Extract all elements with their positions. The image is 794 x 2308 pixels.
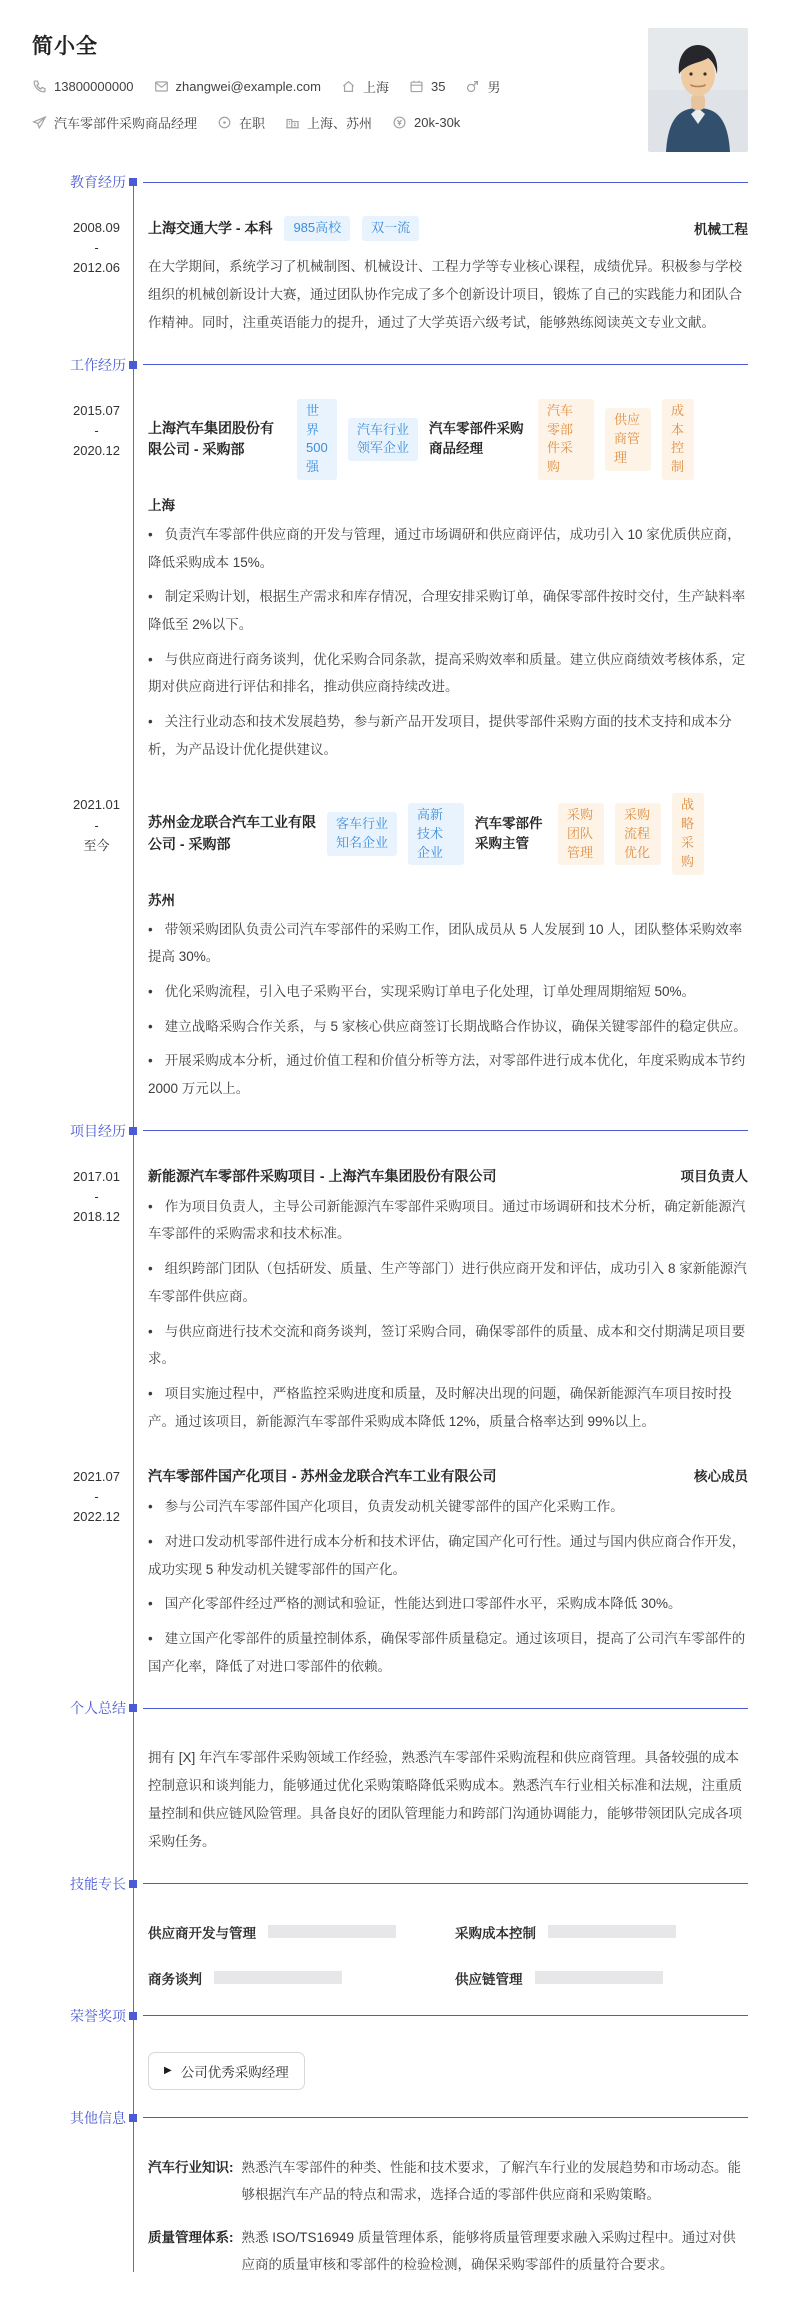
skill-bar — [548, 1925, 676, 1938]
bullet-item: • 制定采购计划，根据生产需求和库存情况，合理安排采购订单，确保零部件按时交付，生产缺料率降低至 2%以下。 — [148, 583, 748, 638]
project-entry — [70, 1145, 748, 1435]
section-other-header — [70, 2108, 748, 2128]
info-item — [148, 2224, 748, 2278]
section-projects-header — [70, 1121, 748, 1141]
salary-item — [392, 115, 460, 130]
skill-tag: 采购团队管理 — [558, 803, 604, 866]
bullet-item: • 开展采购成本分析，通过价值工程和价值分析等方法，对零部件进行成本优化，年度采购成本节约 2000 万元以上。 — [148, 1047, 748, 1102]
skill-tag: 供应商管理 — [605, 408, 651, 471]
project-bullets — [148, 1493, 748, 1680]
timeline-dot — [129, 1704, 137, 1712]
section-title: 教育经历 — [70, 174, 126, 190]
project-title-row — [148, 1465, 748, 1486]
section-rule — [143, 364, 748, 365]
work-title-row — [148, 399, 748, 480]
company-name: 苏州金龙联合汽车工业有限公司 - 采购部 — [148, 814, 316, 853]
city-icon — [285, 115, 300, 130]
salary-icon — [392, 115, 407, 130]
bullet-item: • 与供应商进行商务谈判，优化采购合同条款，提高采购效率和质量。建立供应商绩效考核体系，定期对供应商进行评估和排名，推动供应商持续改进。 — [148, 646, 748, 701]
work-city: 上海 — [148, 498, 175, 514]
bullet-item: • 负责汽车零部件供应商的开发与管理，通过市场调研和供应商评估，成功引入 10 家优质供应商，降低采购成本 15%。 — [148, 521, 748, 576]
bullet-item: • 国产化零部件经过严格的测试和验证，性能达到进口零部件水平，采购成本降低 30%。 — [148, 1590, 748, 1618]
honor-label: 公司优秀采购经理 — [180, 2064, 289, 2080]
section-honors-header — [70, 2006, 748, 2026]
gender-icon — [465, 79, 480, 94]
location-item — [341, 77, 389, 96]
section-skills — [70, 1874, 748, 2006]
summary-text: 拥有 [X] 年汽车零部件采购领域工作经验，熟悉汽车零部件采购流程和供应商管理。具备较强的成本控制意识和谈判能力，能够通过优化采购策略降低采购成本。熟悉汽车行业相关标准和法规，注重质量控制和供应链风险管理。具备良好的团队管理能力和跨部门沟通协调能力，能够带领团队完成各项采购任务。 — [148, 1750, 742, 1850]
job-status-value: 在职 — [239, 116, 266, 131]
contact-row — [32, 77, 748, 96]
project-bullets — [148, 1193, 748, 1435]
skills-grid — [148, 1898, 748, 1988]
email-value: zhangwei@example.com — [175, 79, 321, 94]
info-text: 熟悉汽车零部件的种类、性能和技术要求，了解汽车行业的发展趋势和市场动态。能够根据汽车产品的特点和需求，选择合适的零部件供应商和采购策略。 — [241, 2159, 741, 2202]
school-tag: 双一流 — [362, 216, 419, 241]
resume-body — [0, 172, 794, 2308]
section-rule — [143, 1130, 748, 1131]
city-item — [285, 113, 372, 132]
info-label: 质量管理体系: — [148, 2229, 234, 2245]
section-title: 技能专长 — [70, 1875, 126, 1892]
age-value: 35 — [430, 79, 446, 94]
bullet-item: • 优化采购流程，引入电子采购平台，实现采购订单电子化处理，订单处理周期缩短 50%。 — [148, 978, 748, 1006]
job-status-icon — [217, 115, 232, 130]
section-summary — [70, 1698, 748, 1874]
age-item — [409, 79, 445, 94]
job-status-item — [217, 113, 265, 132]
gender-value: 男 — [487, 80, 501, 95]
target-position-icon — [32, 115, 47, 130]
major-name: 机械工程 — [694, 222, 748, 238]
education-description: 在大学期间，系统学习了机械制图、机械设计、工程力学等专业核心课程，成绩优异。积极参与学校组织的机械创新设计大赛，通过团队协作完成了多个创新设计项目，锻炼了自己的实践能力和团队合作精神。同时，注重英语能力的提升，通过了大学英语六级考试，能够熟练阅读英文专业文献。 — [148, 258, 742, 330]
skill-bar — [535, 1971, 663, 1984]
project-title-row — [148, 1165, 748, 1186]
target-position-value: 汽车零部件采购商品经理 — [54, 116, 198, 131]
section-summary-header — [70, 1698, 748, 1718]
skill-tag: 成本控制 — [662, 399, 694, 480]
bullet-item: • 建立战略采购合作关系，与 5 家核心供应商签订长期战略合作协议，确保关键零部件的稳定供应。 — [148, 1013, 748, 1041]
skill-tag: 采购流程优化 — [615, 803, 661, 866]
bullet-item: • 项目实施过程中，严格监控采购进度和质量，及时解决出现的问题，确保新能源汽车项目按时投产。通过该项目，新能源汽车零部件采购成本降低 12%，质量合格率达到 99%以上。 — [148, 1380, 748, 1435]
info-item — [148, 2154, 748, 2208]
company-tag: 汽车行业领军企业 — [348, 418, 418, 462]
section-projects — [70, 1121, 748, 1698]
timeline-dot — [129, 2114, 137, 2122]
skill-item — [455, 1922, 748, 1942]
work-dates: 2021.01 - 至今 — [73, 797, 120, 853]
resume-header — [0, 0, 794, 138]
section-title: 项目经历 — [70, 1122, 126, 1139]
skill-item — [148, 1968, 455, 1988]
work-title-row — [148, 793, 748, 874]
location-icon — [341, 79, 356, 94]
phone-icon — [32, 79, 47, 94]
info-text: 熟悉 ISO/TS16949 质量管理体系，能够将质量管理要求融入采购过程中。通过对供应商的质量审核和零部件的检验检测，确保采购零部件的质量符合要求。 — [241, 2229, 736, 2272]
timeline-dot — [129, 2012, 137, 2020]
other-entry — [70, 2132, 748, 2278]
project-name: 新能源汽车零部件采购项目 - 上海汽车集团股份有限公司 — [148, 1167, 497, 1184]
timeline-dot — [129, 1127, 137, 1135]
company-tag: 客车行业知名企业 — [327, 812, 397, 856]
project-role: 核心成员 — [694, 1469, 748, 1485]
phone-value: 13800000000 — [54, 79, 134, 94]
bullet-item: • 关注行业动态和技术发展趋势，参与新产品开发项目，提供零部件采购方面的技术支持和成本分析，为产品设计优化提供建议。 — [148, 708, 748, 763]
bullet-item: • 与供应商进行技术交流和商务谈判，签订采购合同，确保零部件的质量、成本和交付期满足项目要求。 — [148, 1318, 748, 1373]
skill-name: 采购成本控制 — [455, 1925, 536, 1941]
skill-tag: 战略采购 — [672, 793, 704, 874]
work-bullets — [148, 521, 748, 763]
work-bullets — [148, 916, 748, 1103]
section-title: 工作经历 — [70, 356, 126, 373]
age-icon — [409, 79, 424, 94]
skill-name: 商务谈判 — [148, 1971, 202, 1987]
job-intent-row — [32, 113, 748, 132]
bullet-item: • 对进口发动机零部件进行成本分析和技术评估，确定国产化可行性。通过与国内供应商合作开发，成功实现 5 种发动机关键零部件的国产化。 — [148, 1528, 748, 1583]
section-other — [70, 2108, 748, 2278]
profile-photo — [648, 28, 748, 152]
skill-bar — [268, 1925, 396, 1938]
section-skills-header — [70, 1874, 748, 1894]
bullet-item: • 带领采购团队负责公司汽车零部件的采购工作，团队成员从 5 人发展到 10 人，团队整体采购效率提高 30%。 — [148, 916, 748, 971]
project-role: 项目负责人 — [680, 1168, 748, 1184]
email-item — [154, 79, 321, 94]
work-dates: 2015.07 - 2020.12 — [73, 402, 120, 458]
bullet-item: • 建立国产化零部件的质量控制体系，确保零部件质量稳定。通过该项目，提高了公司汽车零部件的国产化率，降低了对进口零部件的依赖。 — [148, 1625, 748, 1680]
education-title-row — [148, 216, 748, 241]
salary-value: 20k-30k — [414, 115, 461, 130]
info-label: 汽车行业知识: — [148, 2159, 234, 2175]
skill-name: 供应链管理 — [455, 1971, 523, 1987]
job-title: 汽车零部件采购主管 — [475, 815, 543, 852]
school-name: 上海交通大学 - 本科 — [148, 220, 273, 237]
skill-tag: 汽车零部件采购 — [538, 399, 594, 480]
project-entry — [70, 1445, 748, 1680]
section-education-header — [70, 172, 748, 192]
timeline-dot — [129, 178, 137, 186]
company-name: 上海汽车集团股份有限公司 - 采购部 — [148, 419, 274, 458]
gender-item — [465, 77, 500, 96]
project-dates: 2017.01 - 2018.12 — [73, 1168, 120, 1225]
section-work — [70, 355, 748, 1121]
section-rule — [143, 182, 748, 183]
candidate-name: 简小全 — [32, 35, 98, 58]
target-position-item — [32, 113, 197, 132]
work-entry — [70, 773, 748, 1102]
job-title: 汽车零部件采购商品经理 — [429, 421, 524, 457]
section-work-header — [70, 355, 748, 375]
section-title: 其他信息 — [70, 2109, 126, 2126]
education-dates: 2008.09 - 2012.06 — [73, 220, 120, 276]
company-tag: 世界500强 — [297, 399, 337, 480]
bullet-item: • 作为项目负责人，主导公司新能源汽车零部件采购项目。通过市场调研和技术分析，确定新能源汽车零部件的采购需求和技术标准。 — [148, 1193, 748, 1248]
work-city: 苏州 — [148, 892, 175, 908]
play-triangle-icon: ▶ — [164, 2064, 172, 2076]
section-title: 个人总结 — [70, 1700, 126, 1717]
section-rule — [143, 1708, 748, 1709]
bullet-item: • 参与公司汽车零部件国产化项目，负责发动机关键零部件的国产化采购工作。 — [148, 1493, 748, 1521]
bullet-item: • 组织跨部门团队（包括研发、质量、生产等部门）进行供应商开发和评估，成功引入 8 家新能源汽车零部件供应商。 — [148, 1255, 748, 1310]
section-honors — [70, 2006, 748, 2108]
skill-name: 供应商开发与管理 — [148, 1925, 256, 1941]
section-rule — [143, 2015, 748, 2016]
location-value: 上海 — [362, 80, 389, 95]
section-education — [70, 172, 748, 355]
project-dates: 2021.07 - 2022.12 — [73, 1469, 120, 1525]
section-rule — [143, 2117, 748, 2118]
education-entry — [70, 196, 748, 337]
timeline-dot — [129, 1880, 137, 1888]
summary-entry — [70, 1722, 748, 1856]
timeline-dot — [129, 361, 137, 369]
skill-bar — [214, 1971, 342, 1984]
skills-entry — [70, 1898, 748, 1988]
city-value: 上海、苏州 — [307, 116, 373, 131]
project-name: 汽车零部件国产化项目 - 苏州金龙联合汽车工业有限公司 — [148, 1468, 497, 1485]
company-tag: 高新技术企业 — [408, 803, 464, 866]
honors-entry — [70, 2030, 748, 2090]
honor-badge[interactable] — [148, 2052, 305, 2090]
phone-item — [32, 79, 134, 94]
work-entry — [70, 379, 748, 764]
skill-item — [455, 1968, 748, 1988]
section-rule — [143, 1883, 748, 1884]
skill-item — [148, 1922, 455, 1942]
school-tag: 985高校 — [284, 216, 350, 241]
mail-icon — [154, 79, 169, 94]
section-title: 荣誉奖项 — [70, 2007, 126, 2024]
